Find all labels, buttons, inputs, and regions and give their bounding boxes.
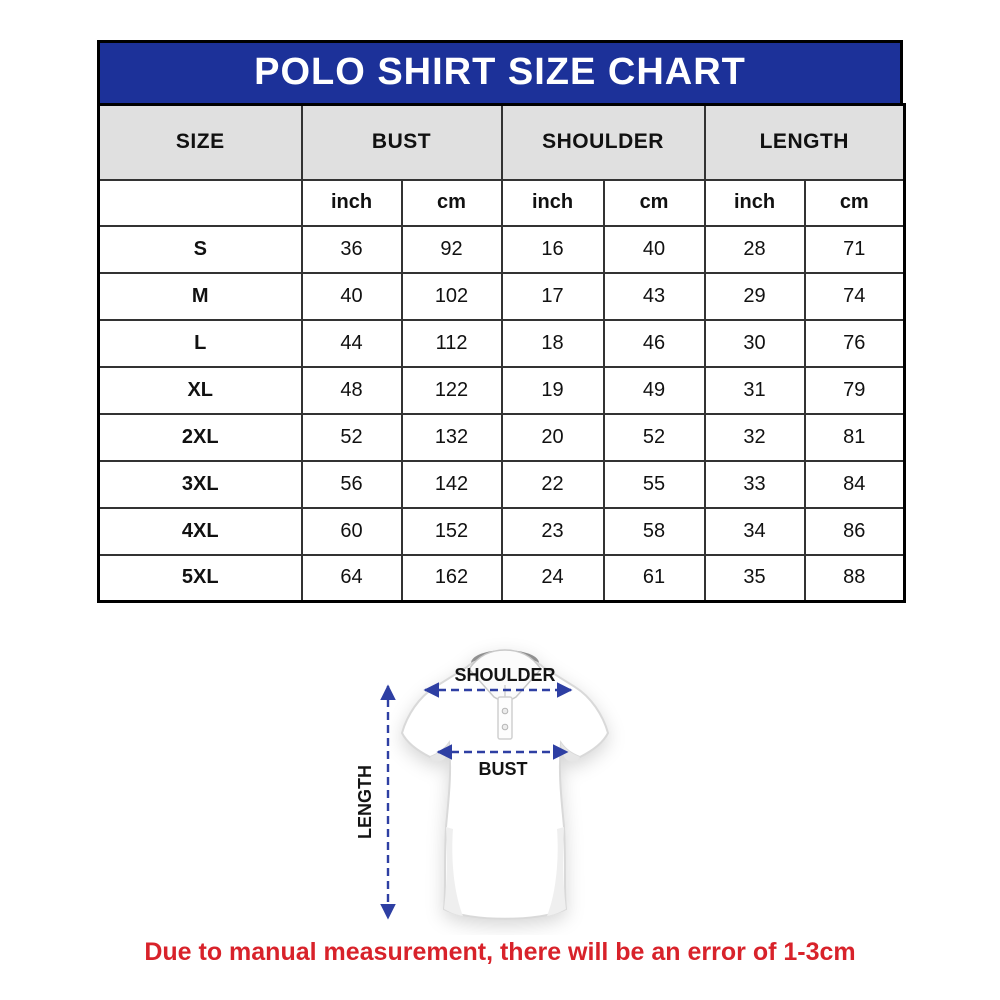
value-cell: 40 xyxy=(302,273,402,320)
table-unit-header-row xyxy=(99,180,905,226)
size-chart xyxy=(97,40,903,603)
column-header-size: SIZE xyxy=(99,105,302,180)
value-cell: 33 xyxy=(705,461,805,508)
column-header-shoulder: SHOULDER xyxy=(502,105,705,180)
table-row xyxy=(99,320,905,367)
size-cell: M xyxy=(99,273,302,320)
value-cell: 46 xyxy=(604,320,705,367)
value-cell: 30 xyxy=(705,320,805,367)
value-cell: 152 xyxy=(402,508,502,555)
value-cell: 18 xyxy=(502,320,604,367)
unit-header: inch xyxy=(502,180,604,226)
value-cell: 23 xyxy=(502,508,604,555)
value-cell: 28 xyxy=(705,226,805,273)
value-cell: 16 xyxy=(502,226,604,273)
value-cell: 24 xyxy=(502,555,604,602)
value-cell: 76 xyxy=(805,320,905,367)
polo-shirt-illustration xyxy=(345,635,665,935)
measurement-error-note: Due to manual measurement, there will be an error of 1-3cm xyxy=(144,938,856,966)
measurement-diagram xyxy=(345,635,665,935)
value-cell: 81 xyxy=(805,414,905,461)
value-cell: 60 xyxy=(302,508,402,555)
unit-header: cm xyxy=(805,180,905,226)
value-cell: 74 xyxy=(805,273,905,320)
value-cell: 122 xyxy=(402,367,502,414)
size-cell: 4XL xyxy=(99,508,302,555)
value-cell: 88 xyxy=(805,555,905,602)
size-cell: 2XL xyxy=(99,414,302,461)
shoulder-label: SHOULDER xyxy=(454,665,556,685)
value-cell: 71 xyxy=(805,226,905,273)
value-cell: 56 xyxy=(302,461,402,508)
value-cell: 52 xyxy=(604,414,705,461)
table-row xyxy=(99,555,905,602)
value-cell: 49 xyxy=(604,367,705,414)
size-cell: 5XL xyxy=(99,555,302,602)
size-cell: L xyxy=(99,320,302,367)
table-row xyxy=(99,508,905,555)
value-cell: 40 xyxy=(604,226,705,273)
value-cell: 22 xyxy=(502,461,604,508)
value-cell: 84 xyxy=(805,461,905,508)
value-cell: 58 xyxy=(604,508,705,555)
value-cell: 36 xyxy=(302,226,402,273)
value-cell: 92 xyxy=(402,226,502,273)
value-cell: 48 xyxy=(302,367,402,414)
value-cell: 52 xyxy=(302,414,402,461)
size-cell: S xyxy=(99,226,302,273)
value-cell: 19 xyxy=(502,367,604,414)
value-cell: 31 xyxy=(705,367,805,414)
unit-header-empty xyxy=(99,180,302,226)
value-cell: 132 xyxy=(402,414,502,461)
value-cell: 79 xyxy=(805,367,905,414)
unit-header: cm xyxy=(402,180,502,226)
size-table xyxy=(97,103,906,603)
value-cell: 20 xyxy=(502,414,604,461)
button xyxy=(502,724,508,730)
value-cell: 162 xyxy=(402,555,502,602)
table-group-header-row xyxy=(99,105,905,180)
size-cell: XL xyxy=(99,367,302,414)
value-cell: 86 xyxy=(805,508,905,555)
value-cell: 44 xyxy=(302,320,402,367)
bust-label: BUST xyxy=(478,759,528,779)
table-row xyxy=(99,273,905,320)
size-cell: 3XL xyxy=(99,461,302,508)
unit-header: cm xyxy=(604,180,705,226)
value-cell: 142 xyxy=(402,461,502,508)
button xyxy=(502,708,508,714)
unit-header: inch xyxy=(302,180,402,226)
table-row xyxy=(99,226,905,273)
value-cell: 29 xyxy=(705,273,805,320)
value-cell: 112 xyxy=(402,320,502,367)
value-cell: 17 xyxy=(502,273,604,320)
value-cell: 34 xyxy=(705,508,805,555)
column-header-bust: BUST xyxy=(302,105,502,180)
value-cell: 43 xyxy=(604,273,705,320)
page-title: POLO SHIRT SIZE CHART xyxy=(97,40,903,103)
value-cell: 35 xyxy=(705,555,805,602)
value-cell: 32 xyxy=(705,414,805,461)
placket xyxy=(498,697,512,739)
table-row xyxy=(99,461,905,508)
value-cell: 61 xyxy=(604,555,705,602)
value-cell: 64 xyxy=(302,555,402,602)
length-label: LENGTH xyxy=(355,765,375,839)
table-row xyxy=(99,414,905,461)
table-row xyxy=(99,367,905,414)
value-cell: 102 xyxy=(402,273,502,320)
column-header-length: LENGTH xyxy=(705,105,905,180)
unit-header: inch xyxy=(705,180,805,226)
value-cell: 55 xyxy=(604,461,705,508)
